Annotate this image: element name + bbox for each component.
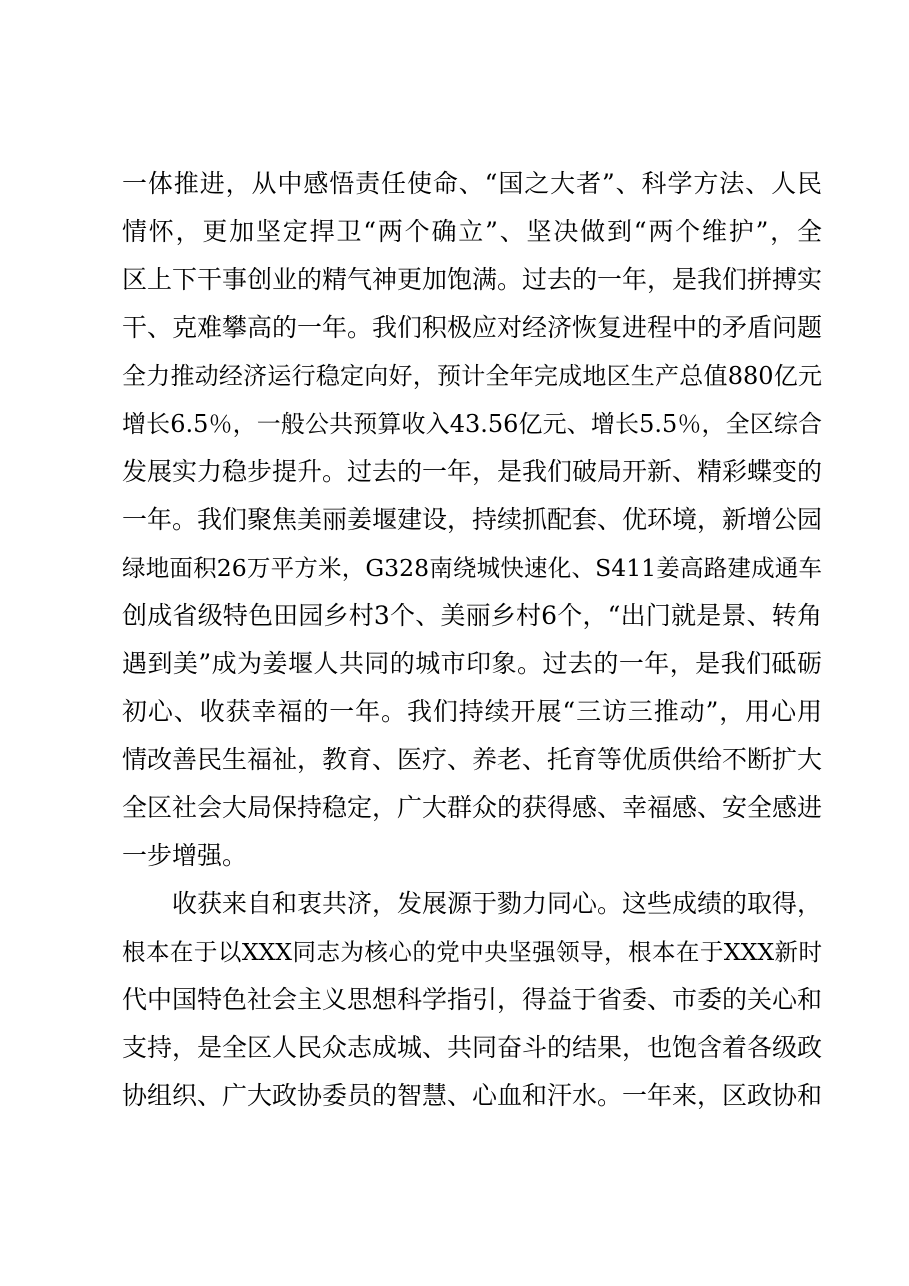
text-line-12: 初心、收获幸福的一年。我们持续开展“三访三推动”，用心用 xyxy=(122,697,822,726)
text-line-11: 遇到美”成为姜堰人共同的城市印象。过去的一年，是我们砥砺 xyxy=(122,649,822,678)
text-line-8: 一年。我们聚焦美丽姜堰建设，持续抓配套、优环境，新增公园 xyxy=(122,505,823,534)
text-line-9: 绿地面积26万平方米，G328南绕城快速化、S411姜高路建成通车 xyxy=(122,554,822,582)
text-line-7: 发展实力稳步提升。过去的一年，是我们破局开新、精彩蝶变的 xyxy=(122,457,823,486)
text-line-5: 全力推动经济运行稳定向好，预计全年完成地区生产总值880亿元 xyxy=(122,362,822,390)
text-line-10: 创成省级特色田园乡村3个、美丽乡村6个，“出门就是景、转角 xyxy=(122,601,822,630)
text-line-20: 协组织、广大政协委员的智慧、心血和汗水。一年来，区政协和 xyxy=(122,1081,823,1110)
text-line-18: 代中国特色社会主义思想科学指引，得益于省委、市委的关心和 xyxy=(122,985,823,1014)
body-text xyxy=(122,160,822,1120)
text-line-19: 支持，是全区人民众志成城、共同奋斗的结果，也饱含着各级政 xyxy=(122,1033,823,1062)
text-line-4: 干、克难攀高的一年。我们积极应对经济恢复进程中的矛盾问题 xyxy=(122,313,823,342)
text-line-15: 一步增强。 xyxy=(122,841,248,870)
text-line-2: 情怀，更加坚定捍卫“两个确立”、坚决做到“两个维护”，全 xyxy=(122,217,822,246)
text-line-14: 全区社会大局保持稳定，广大群众的获得感、幸福感、安全感进 xyxy=(122,793,823,822)
text-line-3: 区上下干事创业的精气神更加饱满。过去的一年，是我们拼搏实 xyxy=(122,265,823,294)
text-line-6: 增长6.5％，一般公共预算收入43.56亿元、增长5.5％，全区综合 xyxy=(122,410,822,438)
text-line-17: 根本在于以XXX同志为核心的党中央坚强领导，根本在于XXX新时 xyxy=(122,938,822,966)
text-line-13: 情改善民生福祉，教育、医疗、养老、托育等优质供给不断扩大 xyxy=(122,745,823,774)
text-line-1: 一体推进，从中感悟责任使命、“国之大者”、科学方法、人民 xyxy=(122,169,822,198)
text-line-16: 收获来自和衷共济，发展源于勠力同心。这些成绩的取得， xyxy=(172,889,823,918)
